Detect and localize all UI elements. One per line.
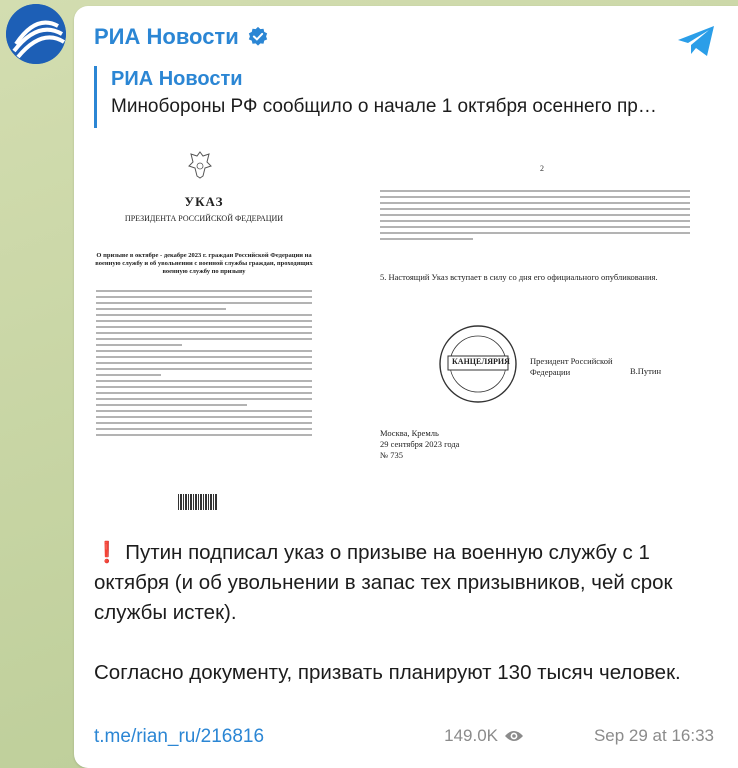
document-title: О призыве в октябре - декабре 2023 г. граждан Российской Федерации на военную службу и об увольнении с военной службы граждан, проходящих военную службу по призыву: [95, 252, 313, 275]
message-footer: [94, 726, 714, 752]
document-page-left: [74, 134, 324, 529]
message-paragraph-1: ❗ Путин подписал указ о призыве на военную службу с 1 октября (и об увольнении в запас тех призывников, чей срок службы истек).: [94, 541, 673, 624]
message-paragraph-2: Согласно документу, призвать планируют 130 тысяч человек.: [94, 661, 681, 684]
document-date: 29 сентября 2023 года: [380, 439, 460, 449]
seal-text: КАНЦЕЛЯРИЯ: [452, 357, 510, 366]
views-count: [444, 726, 524, 746]
document-number: № 735: [380, 450, 403, 460]
document-place: Москва, Кремль: [380, 428, 439, 438]
barcode: [178, 494, 218, 510]
channel-name[interactable]: [94, 24, 269, 50]
document-body-lines: [96, 290, 312, 440]
views-value: 149.0K: [444, 726, 498, 745]
ria-logo-icon: [6, 4, 66, 64]
eye-icon: [504, 729, 524, 743]
quote-author: РИА Новости: [111, 68, 243, 90]
document-image[interactable]: [74, 134, 738, 529]
document-subheading: ПРЕЗИДЕНТА РОССИЙСКОЙ ФЕДЕРАЦИИ: [124, 214, 284, 223]
signature-name: В.Путин: [630, 366, 661, 376]
message-date: Sep 29 at 16:33: [593, 726, 714, 745]
coat-of-arms-icon: [187, 150, 213, 180]
reply-quote[interactable]: [94, 66, 714, 128]
document-right-lines: [380, 190, 690, 244]
document-heading: УКАЗ: [184, 194, 224, 209]
message-bubble: [74, 6, 738, 768]
document-closing-item: 5. Настоящий Указ вступает в силу со дня его официального опубликования.: [380, 272, 658, 282]
red-exclamation-icon: ❗: [94, 541, 120, 564]
channel-name-label[interactable]: РИА Новости: [94, 24, 239, 49]
signature-role: Президент Российской Федерации: [530, 356, 613, 377]
telegram-share-icon[interactable]: [676, 24, 716, 58]
channel-avatar[interactable]: [6, 4, 66, 64]
post-link[interactable]: t.me/rian_ru/216816: [94, 726, 265, 747]
verified-badge-icon: [247, 26, 269, 48]
quote-text: Минобороны РФ сообщило о начале 1 октября осеннего пр…: [111, 96, 657, 117]
message-text: [94, 538, 724, 718]
page-number: 2: [540, 164, 544, 173]
